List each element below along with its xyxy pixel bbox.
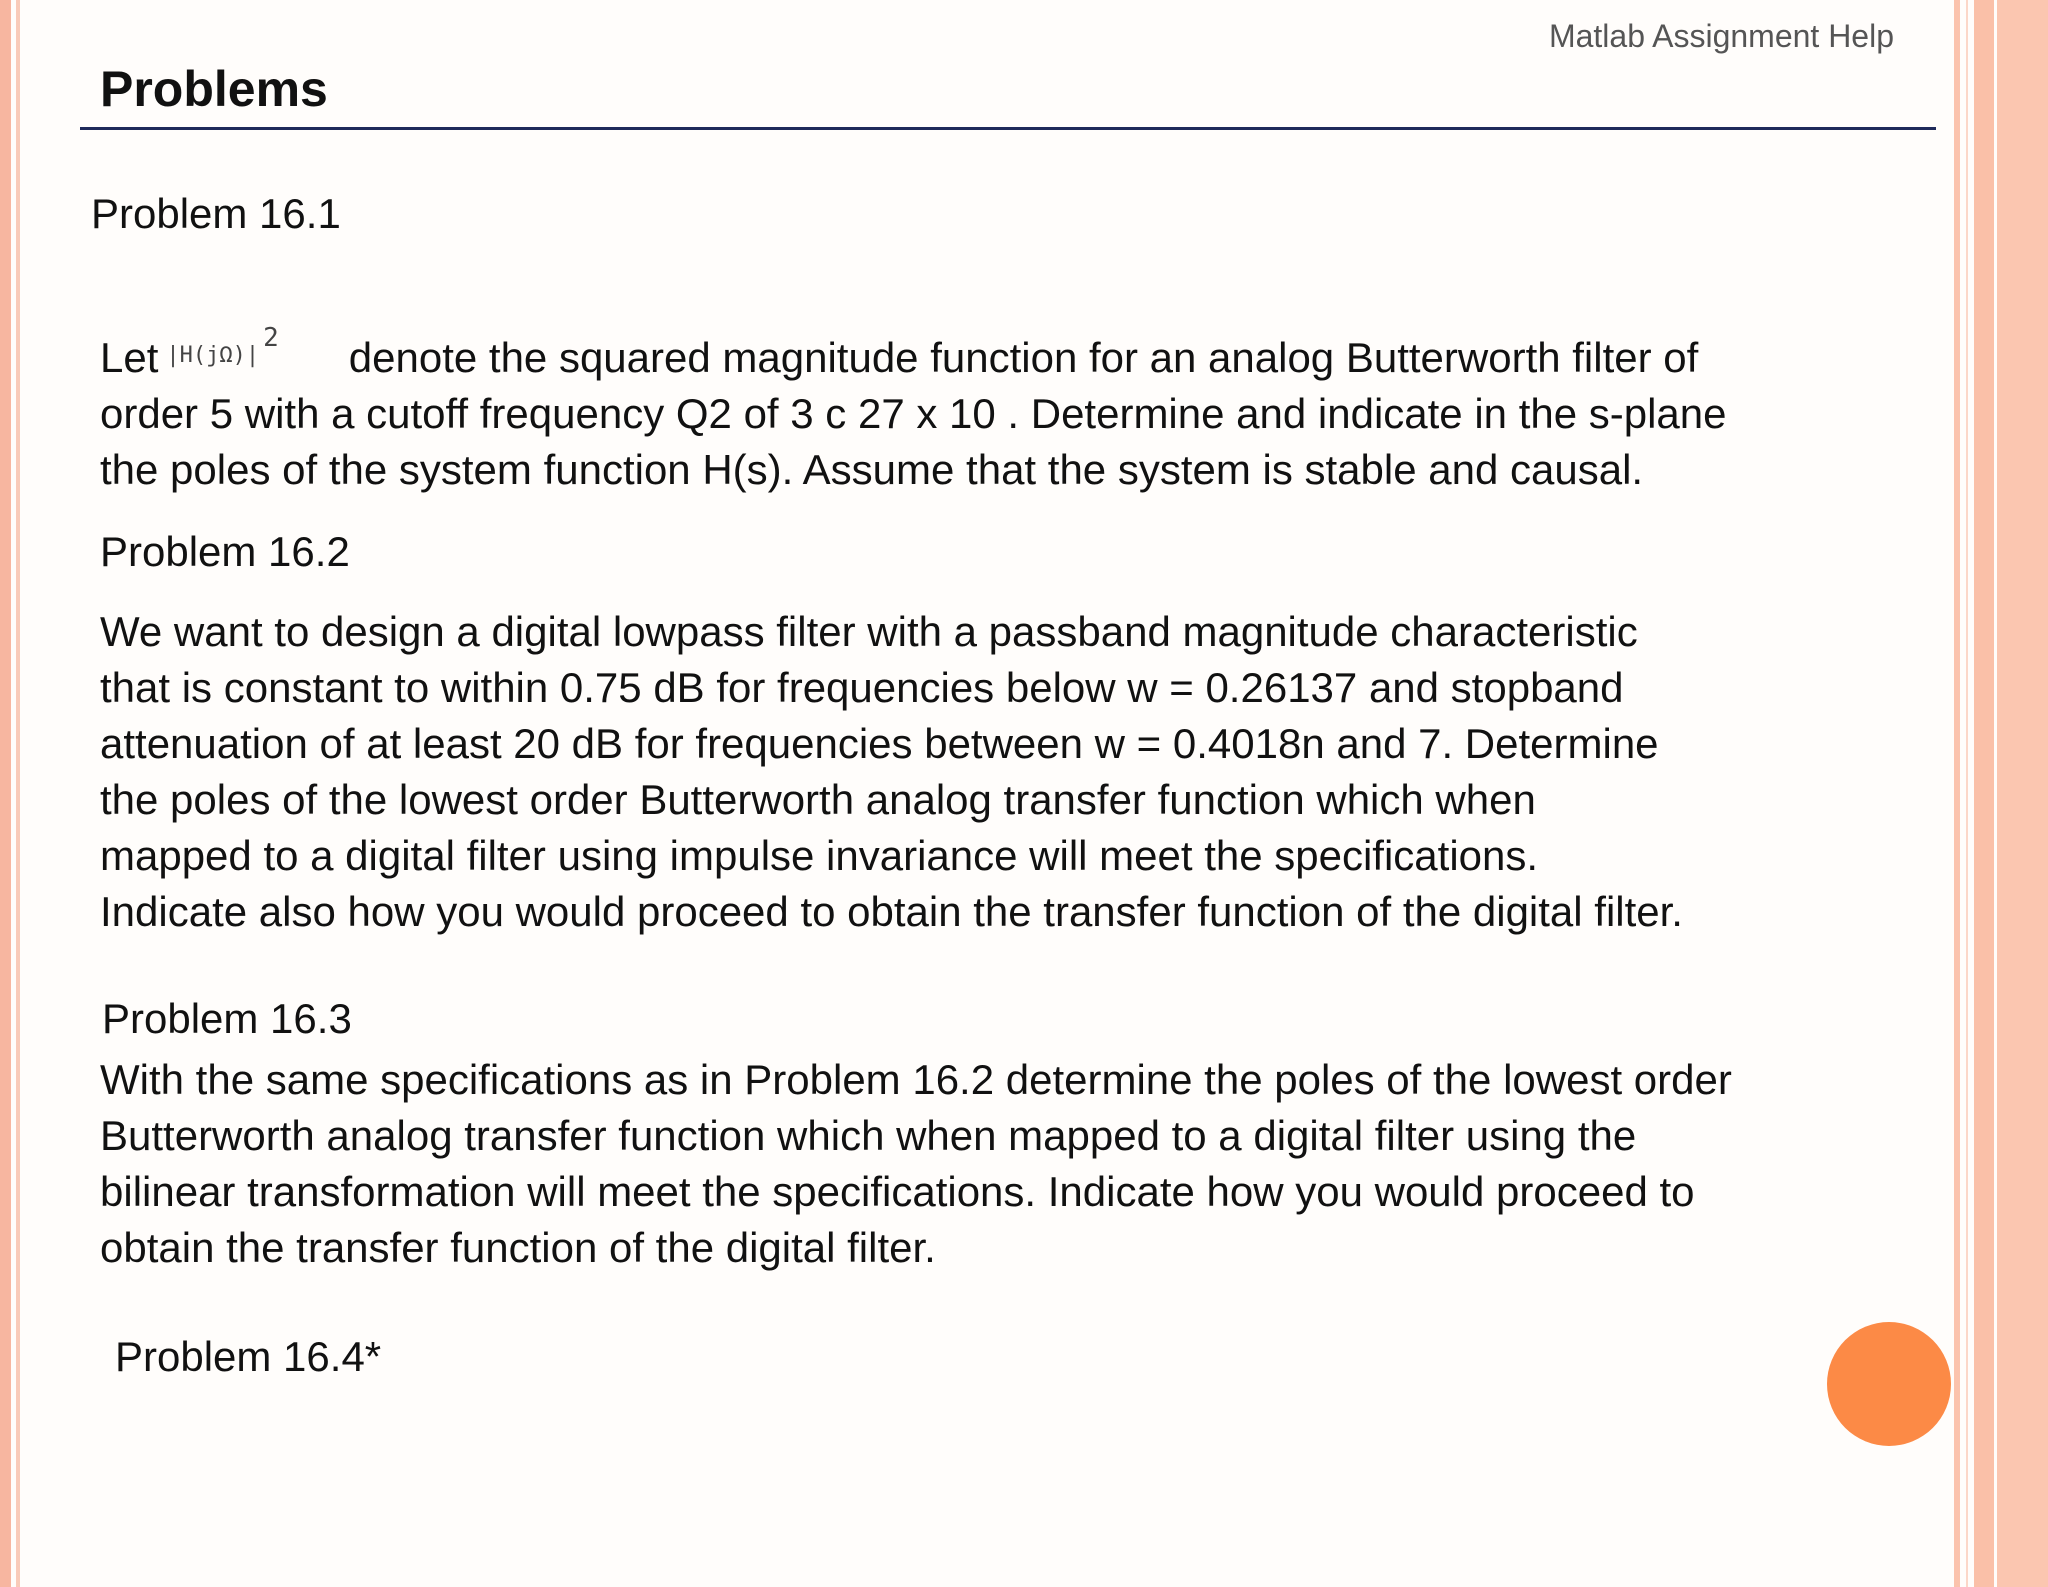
problem-text-16-3 bbox=[100, 1052, 1930, 1276]
intro-word: Let bbox=[100, 334, 159, 381]
decorative-orange-circle bbox=[1827, 1322, 1951, 1446]
right-decorative-band bbox=[1997, 0, 2048, 1587]
problem-text-line: the poles of the lowest order Butterworth analog transfer function which when bbox=[100, 776, 1536, 823]
problem-heading-16-1: Problem 16.1 bbox=[91, 190, 341, 237]
page-title: Problems bbox=[100, 61, 328, 117]
problem-text-line: attenuation of at least 20 dB for frequencies between w = 0.4018n and 7. Determine bbox=[100, 720, 1659, 767]
problem-text-line-segment: denote the squared magnitude function for an analog Butterworth filter of bbox=[348, 334, 1699, 381]
problem-heading-16-2: Problem 16.2 bbox=[100, 528, 350, 575]
source-label: Matlab Assignment Help bbox=[1548, 18, 1894, 54]
left-decorative-stripe-thin bbox=[16, 0, 20, 1587]
problem-text-line: order 5 with a cutoff frequency Q2 of 3 c 27 x 10 . Determine and indicate in the s-plane bbox=[100, 390, 1727, 437]
right-decorative-stripe bbox=[1954, 0, 1960, 1587]
problem-text-line: Indicate also how you would proceed to obtain the transfer function of the digital filter. bbox=[100, 888, 1683, 935]
problem-text-line: obtain the transfer function of the digital filter. bbox=[100, 1224, 936, 1271]
problem-text-line: With the same specifications as in Problem 16.2 determine the poles of the lowest order bbox=[100, 1056, 1732, 1103]
formula-exponent: 2 bbox=[263, 323, 279, 353]
right-decorative-stripe-wide bbox=[1974, 0, 1994, 1587]
problem-text-line: mapped to a digital filter using impulse invariance will meet the specifications. bbox=[100, 832, 1539, 879]
problem-text-line: bilinear transformation will meet the specifications. Indicate how you would proceed to bbox=[100, 1168, 1695, 1215]
formula-base: |H(jΩ)| bbox=[166, 343, 260, 368]
problem-text-16-2 bbox=[100, 604, 1930, 940]
problem-heading-16-4: Problem 16.4* bbox=[115, 1333, 382, 1380]
problem-text-16-1 bbox=[100, 310, 1930, 498]
problem-heading-16-3: Problem 16.3 bbox=[102, 995, 352, 1042]
problem-text-line: We want to design a digital lowpass filter with a passband magnitude characteristic bbox=[100, 608, 1638, 655]
problem-text-line: the poles of the system function H(s). Assume that the system is stable and causal. bbox=[100, 446, 1644, 493]
right-decorative-stripe-thin bbox=[1966, 0, 1968, 1587]
problem-text-line bbox=[100, 310, 1930, 386]
title-divider bbox=[80, 127, 1936, 130]
left-decorative-stripe bbox=[0, 0, 11, 1587]
magnitude-formula bbox=[158, 323, 279, 368]
problem-text-line: that is constant to within 0.75 dB for frequencies below w = 0.26137 and stopband bbox=[100, 664, 1624, 711]
problem-text-line: Butterworth analog transfer function which when mapped to a digital filter using the bbox=[100, 1112, 1637, 1159]
